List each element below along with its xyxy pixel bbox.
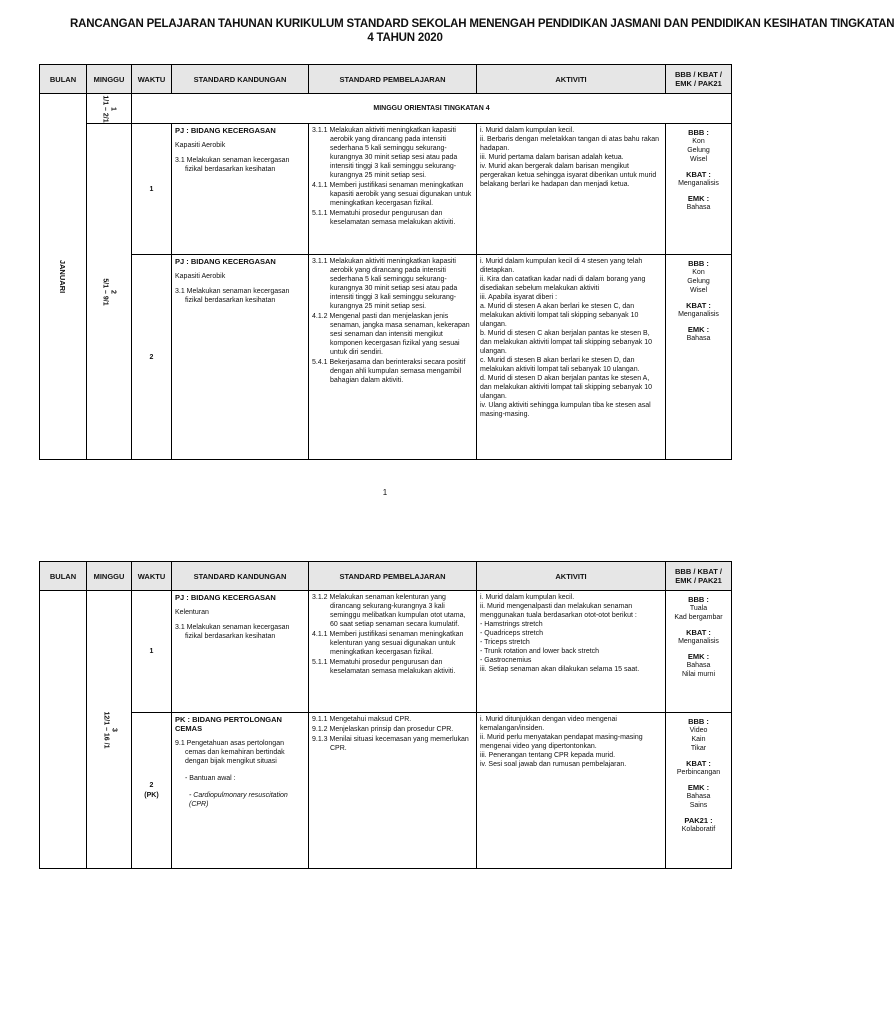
week-3-cell xyxy=(87,591,132,869)
sp-item: 3.1.1 Melakukan aktiviti meningkatkan kapasiti aerobik yang dirancang pada intensiti sederhana 5 kali seminggu sekurang-kurangnya 30 minit setiap sesi atau pada intensiti tinggi 3 kali seminggu sekurang-kurangnya 25 minit setiap sesi. xyxy=(312,258,458,310)
sk-subheading: Kapasiti Aerobik xyxy=(175,142,226,149)
aktiviti-item: - Gastrocnemius xyxy=(480,657,532,664)
sk-cell xyxy=(172,255,309,460)
sk-heading: PJ : BIDANG KECERGASAN xyxy=(175,593,276,602)
aktiviti-item: d. Murid di stesen D akan berjalan pantas ke stesen A, dan melakukan aktiviti lompat tali skipping sebanyak 10 ulangan. xyxy=(480,375,652,400)
waktu-cell: 2 (PK) xyxy=(132,713,172,869)
week-2-cell xyxy=(87,124,132,460)
aktiviti-item: - Triceps stretch xyxy=(480,639,530,646)
emk-heading: EMK : xyxy=(687,783,710,792)
bbb-heading: BBB : xyxy=(688,259,709,268)
week-3-label: 3 12/1 – 16 /1 xyxy=(101,711,117,748)
bbb-cell xyxy=(666,713,732,869)
aktiviti-item: ii. Berbaris dengan meletakkan tangan di atas bahu rakan hadapan. xyxy=(480,136,660,152)
bbb-heading: BBB : xyxy=(688,717,709,726)
aktiviti-item: b. Murid di stesen C akan berjalan pantas ke stesen B, dan melakukan aktiviti lompat tali skipping sebanyak 10 ulangan. xyxy=(480,330,652,355)
aktiviti-item: - Hamstrings stretch xyxy=(480,621,543,628)
bbb-heading: BBB : xyxy=(688,128,709,137)
lesson-plan-table-page-2 xyxy=(39,561,732,869)
sp-item: 9.1.2 Menjelaskan prinsip dan prosedur CPR. xyxy=(312,726,454,733)
bbb-cell xyxy=(666,124,732,255)
sp-cell xyxy=(309,713,477,869)
orientation-label: MINGGU ORIENTASI TINGKATAN 4 xyxy=(132,94,732,124)
table-row xyxy=(40,713,732,869)
sk-item: 9.1 Pengetahuan asas pertolongan cemas dan kemahiran bertindak dengan bijak mengikut situasi xyxy=(175,740,285,765)
table-row xyxy=(40,591,732,713)
sk-cell xyxy=(172,124,309,255)
aktiviti-cell xyxy=(477,124,666,255)
header-bbb: BBB / KBAT / EMK / PAK21 xyxy=(666,65,732,94)
waktu-cell: 1 xyxy=(132,591,172,713)
emk-value: Bahasa xyxy=(686,335,711,342)
emk-value: Bahasa Nilai murni xyxy=(681,662,716,678)
header-minggu: MINGGU xyxy=(87,65,132,94)
aktiviti-item: ii. Murid mengenalpasti dan melakukan senaman menggunakan tuala berdasarkan otot-otot berikut : xyxy=(480,603,637,619)
sp-item: 4.1.1 Memberi justifikasi senaman meningkatkan kapasiti aerobik yang sesuai digunakan untuk meningkatkan kecergasan fizikal. xyxy=(312,182,472,207)
kbat-value: Perbincangan xyxy=(676,769,721,776)
emk-value: Bahasa Sains xyxy=(686,793,711,809)
sk-cell xyxy=(172,713,309,869)
title-line-2: 4 TAHUN 2020 xyxy=(367,32,443,44)
sp-item: 4.1.1 Memberi justifikasi senaman meningkatkan kelenturan yang sesuai digunakan untuk meningkatkan kecergasan fizikal. xyxy=(312,631,464,656)
bbb-heading: BBB : xyxy=(688,595,709,604)
pak21-value: Kolaboratif xyxy=(681,826,716,833)
week-1-label: 1 1/1 – 2/1 xyxy=(102,94,117,123)
table-row xyxy=(40,124,732,255)
header-standard-pembelajaran: STANDARD PEMBELAJARAN xyxy=(309,65,477,94)
aktiviti-item: ii. Kira dan catatkan kadar nadi di dalam borang yang disediakan sebelum melakukan aktiviti xyxy=(480,276,646,292)
header-standard-pembelajaran: STANDARD PEMBELAJARAN xyxy=(309,562,477,591)
orientation-row xyxy=(40,94,732,124)
sp-item: 5.4.1 Bekerjasama dan berinteraksi secara positif dengan ahli kumpulan semasa mengambil bahagian dalam aktiviti. xyxy=(312,359,466,384)
bbb-value: Kon Gelung Wisel xyxy=(687,138,710,163)
aktiviti-item: i. Murid dalam kumpulan kecil di 4 stesen yang telah ditetapkan. xyxy=(480,258,643,274)
sp-cell xyxy=(309,591,477,713)
aktiviti-item: a. Murid di stesen A akan berlari ke stesen C, dan melakukan aktiviti lompat tali skipping sebanyak 10 ulangan. xyxy=(480,303,639,328)
sk-heading: PK : BIDANG PERTOLONGAN CEMAS xyxy=(175,715,282,733)
bbb-value: Kon Gelung Wisel xyxy=(687,269,710,294)
bbb-cell xyxy=(666,255,732,460)
month-label: JANUARI xyxy=(58,259,68,294)
sk-note-cpr: - Cardiopulmonary resuscitation (CPR) xyxy=(189,792,288,808)
sk-cell xyxy=(172,591,309,713)
emk-heading: EMK : xyxy=(687,194,710,203)
sk-heading: PJ : BIDANG KECERGASAN xyxy=(175,126,276,135)
aktiviti-item: iii. Apabila isyarat diberi : xyxy=(480,294,558,301)
aktiviti-cell xyxy=(477,591,666,713)
aktiviti-cell xyxy=(477,255,666,460)
sk-note: - Bantuan awal : xyxy=(185,775,236,782)
sp-cell xyxy=(309,255,477,460)
sp-item: 9.1.3 Menilai situasi kecemasan yang memerlukan CPR. xyxy=(312,736,469,752)
header-aktiviti: AKTIVITI xyxy=(477,562,666,591)
waktu-cell: 1 xyxy=(132,124,172,255)
sk-subheading: Kapasiti Aerobik xyxy=(175,273,226,280)
week-1-cell xyxy=(87,94,132,124)
header-bulan: BULAN xyxy=(40,65,87,94)
document-title xyxy=(70,17,894,45)
header-aktiviti: AKTIVITI xyxy=(477,65,666,94)
aktiviti-item: iii. Setiap senaman akan dilakukan selama 15 saat. xyxy=(480,666,640,673)
month-cell xyxy=(40,94,87,460)
kbat-value: Menganalisis xyxy=(678,180,719,187)
header-row xyxy=(40,65,732,94)
aktiviti-item: iv. Murid akan bergerak dalam barisan mengikut pergerakan ketua sehingga isyarat diberikan untuk murid belakang berlari ke hadapan dan menjadi ketua. xyxy=(480,163,657,188)
kbat-heading: KBAT : xyxy=(686,759,711,768)
header-bulan: BULAN xyxy=(40,562,87,591)
kbat-heading: KBAT : xyxy=(686,628,711,637)
kbat-heading: KBAT : xyxy=(686,301,711,310)
aktiviti-item: iii. Penerangan tentang CPR kepada murid. xyxy=(480,752,616,759)
sp-item: 5.1.1 Mematuhi prosedur pengurusan dan keselamatan semasa melakukan aktiviti. xyxy=(312,210,456,226)
header-waktu: WAKTU xyxy=(132,562,172,591)
aktiviti-item: c. Murid di stesen B akan berlari ke stesen D, dan melakukan aktiviti lompat tali sebanyak 10 ulangan. xyxy=(480,357,640,373)
header-standard-kandungan: STANDARD KANDUNGAN xyxy=(172,562,309,591)
aktiviti-item: - Quadriceps stretch xyxy=(480,630,544,637)
header-minggu: MINGGU xyxy=(87,562,132,591)
aktiviti-item: iii. Murid pertama dalam barisan adalah ketua. xyxy=(480,154,624,161)
sp-item: 9.1.1 Mengetahui maksud CPR. xyxy=(312,716,412,723)
table-row xyxy=(40,255,732,460)
sp-item: 4.1.2 Mengenal pasti dan menjelaskan jenis senaman, jangka masa senaman, kekerapan sesi senaman dan intensiti mengikut komponen kecergasan fizikal yang sesuai untuk diri sendiri. xyxy=(312,313,470,356)
page-number: 1 xyxy=(382,488,388,497)
bbb-cell xyxy=(666,591,732,713)
sp-cell xyxy=(309,124,477,255)
emk-value: Bahasa xyxy=(686,204,711,211)
title-line-1: RANCANGAN PELAJARAN TAHUNAN KURIKULUM STANDARD SEKOLAH MENENGAH PENDIDIKAN JASMANI DAN PENDIDIKAN KESIHATAN TINGKATAN xyxy=(70,18,894,30)
waktu-cell: 2 xyxy=(132,255,172,460)
emk-heading: EMK : xyxy=(687,325,710,334)
bbb-value: Video Kain Tikar xyxy=(689,727,708,752)
lesson-plan-table-page-1 xyxy=(39,64,732,460)
header-waktu: WAKTU xyxy=(132,65,172,94)
emk-heading: EMK : xyxy=(687,652,710,661)
aktiviti-item: i. Murid dalam kumpulan kecil. xyxy=(480,127,575,134)
header-standard-kandungan: STANDARD KANDUNGAN xyxy=(172,65,309,94)
pak21-heading: PAK21 : xyxy=(684,816,713,825)
aktiviti-item: iv. Ulang aktiviti sehingga kumpulan tiba ke stesen asal masing-masing. xyxy=(480,402,651,418)
sp-item: 5.1.1 Mematuhi prosedur pengurusan dan keselamatan semasa melakukan aktiviti. xyxy=(312,659,456,675)
sk-subheading: Kelenturan xyxy=(175,609,209,616)
month-cell xyxy=(40,591,87,869)
aktiviti-cell xyxy=(477,713,666,869)
header-bbb: BBB / KBAT / EMK / PAK21 xyxy=(666,562,732,591)
aktiviti-item: i. Murid dalam kumpulan kecil. xyxy=(480,594,575,601)
aktiviti-item: ii. Murid perlu menyatakan pendapat masing-masing mengenai video yang dipertontonkan. xyxy=(480,734,643,750)
week-2-label: 2 5/1 – 9/1 xyxy=(102,277,117,306)
sk-item: 3.1 Melakukan senaman kecergasan fizikal berdasarkan kesihatan xyxy=(175,624,290,640)
aktiviti-item: iv. Sesi soal jawab dan rumusan pembelajaran. xyxy=(480,761,627,768)
kbat-heading: KBAT : xyxy=(686,170,711,179)
aktiviti-item: - Trunk rotation and lower back stretch xyxy=(480,648,600,655)
sp-item: 3.1.1 Melakukan aktiviti meningkatkan kapasiti aerobik yang dirancang pada intensiti sederhana 5 kali seminggu sekurang-kurangnya 30 minit setiap sesi atau pada intensiti tinggi 3 kali seminggu sekurang-kurangnya 25 minit setiap sesi. xyxy=(312,127,458,179)
kbat-value: Menganalisis xyxy=(678,311,719,318)
kbat-value: Menganalisis xyxy=(678,638,719,645)
sk-item: 3.1 Melakukan senaman kecergasan fizikal berdasarkan kesihatan xyxy=(175,157,290,173)
bbb-value: Tuala Kad bergambar xyxy=(674,605,723,621)
sp-item: 3.1.2 Melakukan senaman kelenturan yang dirancang sekurang-kurangnya 3 kali seminggu melibatkan kumpulan otot utama, 60 saat setiap senaman secara kumulatif. xyxy=(312,594,466,628)
aktiviti-item: i. Murid ditunjukkan dengan video mengenai kemalangan/insiden. xyxy=(480,716,617,732)
header-row xyxy=(40,562,732,591)
sk-item: 3.1 Melakukan senaman kecergasan fizikal berdasarkan kesihatan xyxy=(175,288,290,304)
sk-heading: PJ : BIDANG KECERGASAN xyxy=(175,257,276,266)
